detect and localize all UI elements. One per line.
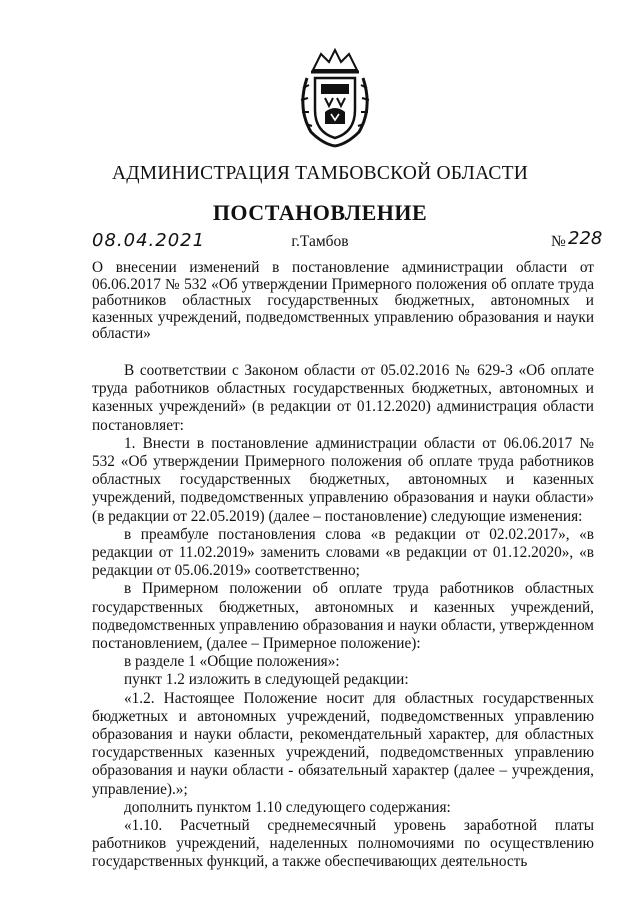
organization-title: АДМИНИСТРАЦИЯ ТАМБОВСКОЙ ОБЛАСТИ — [112, 163, 528, 184]
document-city: г.Тамбов — [291, 233, 349, 250]
paragraph: 1. Внести в постановление администрации области от 06.06.2017 № 532 «Об утверждении Примерного положения об оплате труда работников областных государственных бюджетных, автономных и казенных учреждений, подведомственных управлению образования и науки области» (в редакции от 22.05.2019) (далее – постановление) следующие изменения: — [92, 434, 594, 525]
document-number-label: № — [551, 233, 566, 250]
document-type: ПОСТАНОВЛЕНИЕ — [212, 200, 428, 225]
document-subject: О внесении изменений в постановление администрации области от 06.06.2017 № 532 «Об утверждении Примерного положения об оплате труда работников областных государственных бюджетных, автономных и казенных учреждений, подведомственных управлению образования и науки области» — [92, 259, 594, 342]
document-number: 228 — [568, 228, 603, 249]
paragraph: в Примерном положении об оплате труда работников областных государственных бюджетных, автономных и казенных учреждений, подведомственных управлению образования и науки области, утвержденном постановлением, (далее – Примерное положение): — [92, 580, 594, 653]
document-date: 08.04.2021 — [92, 230, 206, 251]
paragraph: в разделе 1 «Общие положения»: — [124, 653, 340, 671]
paragraph: «1.10. Расчетный среднемесячный уровень заработной платы работников учреждений, наделенных полномочиями по осуществлению государственных функций, а также обеспечивающих деятельность — [92, 817, 594, 871]
paragraph: дополнить пунктом 1.10 следующего содержания: — [124, 798, 451, 816]
coat-of-arms-icon — [291, 48, 379, 148]
document-body — [92, 362, 594, 872]
paragraph: пункт 1.2 изложить в следующей редакции: — [124, 671, 409, 689]
paragraph: «1.2. Настоящее Положение носит для областных государственных бюджетных и автономных учреждений, подведомственных управлению образования и науки области, рекомендательный характер, для областных государственных казенных учреждений, подведомственных управлению образования и науки области - обязательный характер (далее – учреждения, управление).»; — [92, 689, 594, 798]
paragraph: в преамбуле постановления слова «в редакции от 02.02.2017», «в редакции от 11.02.2019» заменить словами «в редакции от 01.12.2020», «в редакции от 05.06.2019» соответственно; — [92, 525, 594, 580]
paragraph: В соответствии с Законом области от 05.02.2016 № 629-З «Об оплате труда работников областных государственных бюджетных, автономных и казенных учреждений» (в редакции от 01.12.2020) администрация области постановляет: — [92, 362, 594, 434]
